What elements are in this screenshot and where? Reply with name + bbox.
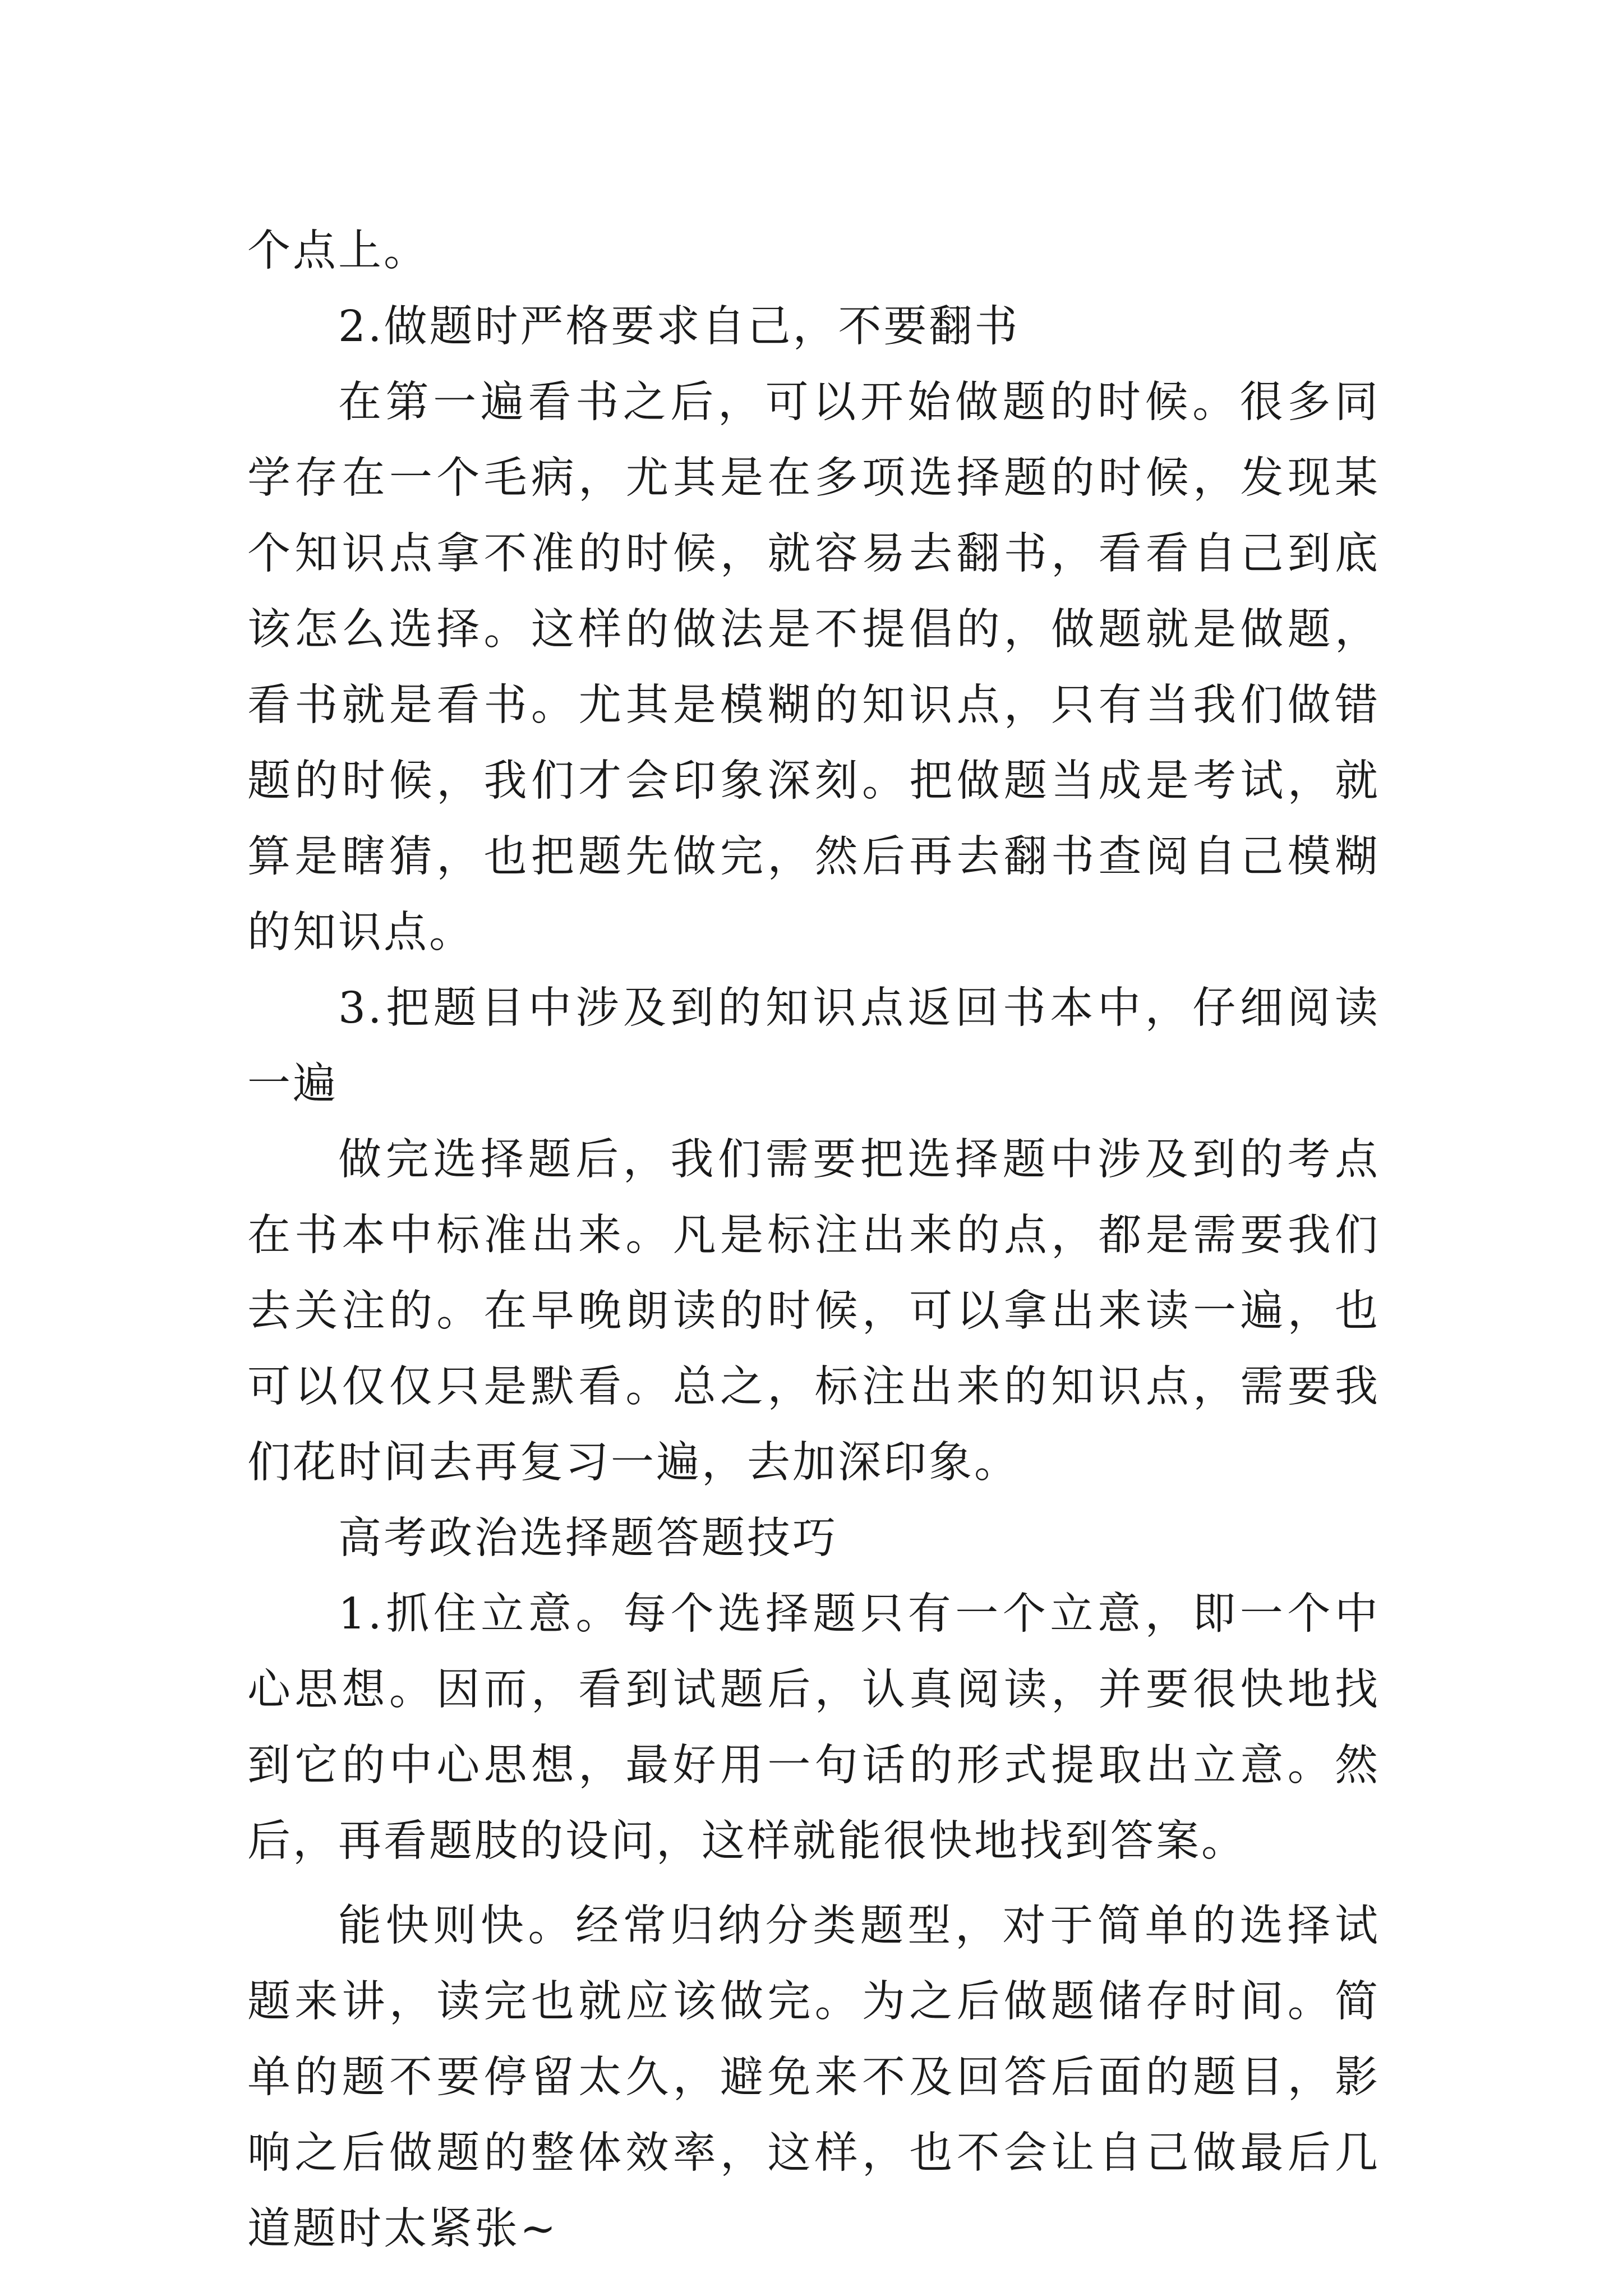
section-heading-review-knowledge: 3.把题目中涉及到的知识点返回书本中，仔细阅读一遍 — [247, 983, 1380, 1109]
section-heading-politics-tips: 高考政治选择题答题技巧 — [338, 1513, 838, 1563]
section-heading-no-flipping-book: 2.做题时严格要求自己，不要翻书 — [338, 302, 1020, 352]
paragraph-speed-tips: 能快则快。经常归纳分类题型，对于简单的选择试题来讲，读完也就应该做完。为之后做题储存时间。简单的题不要停留太久，避免来不及回答后面的题目，影响之后做题的整体效率，这样，也不会让自己做最后几道题时太紧张~ — [247, 1901, 1380, 2254]
paragraph-mark-knowledge: 做完选择题后，我们需要把选择题中涉及到的考点在书本中标准出来。凡是标注出来的点，都是需要我们去关注的。在早晚朗读的时候，可以拿出来读一遍，也可以仅仅只是默看。总之，标注出来的知识点，需要我们花时间去再复习一遍，去加深印象。 — [247, 1135, 1380, 1488]
paragraph-grasp-theme: 1.抓住立意。每个选择题只有一个立意，即一个中心思想。因而，看到试题后，认真阅读，并要很快地找到它的中心思想，最好用一句话的形式提取出立意。然后，再看题肢的设问，这样就能很快地找到答案。 — [247, 1589, 1380, 1866]
paragraph-practice-advice: 在第一遍看书之后，可以开始做题的时候。很多同学存在一个毛病，尤其是在多项选择题的时候，发现某个知识点拿不准的时候，就容易去翻书，看看自己到底该怎么选择。这样的做法是不提倡的，做题就是做题，看书就是看书。尤其是模糊的知识点，只有当我们做错题的时候，我们才会印象深刻。把做题当成是考试，就算是瞎猜，也把题先做完，然后再去翻书查阅自己模糊的知识点。 — [247, 378, 1380, 958]
document-body — [247, 213, 1380, 2267]
paragraph-continuation: 个点上。 — [247, 226, 429, 276]
